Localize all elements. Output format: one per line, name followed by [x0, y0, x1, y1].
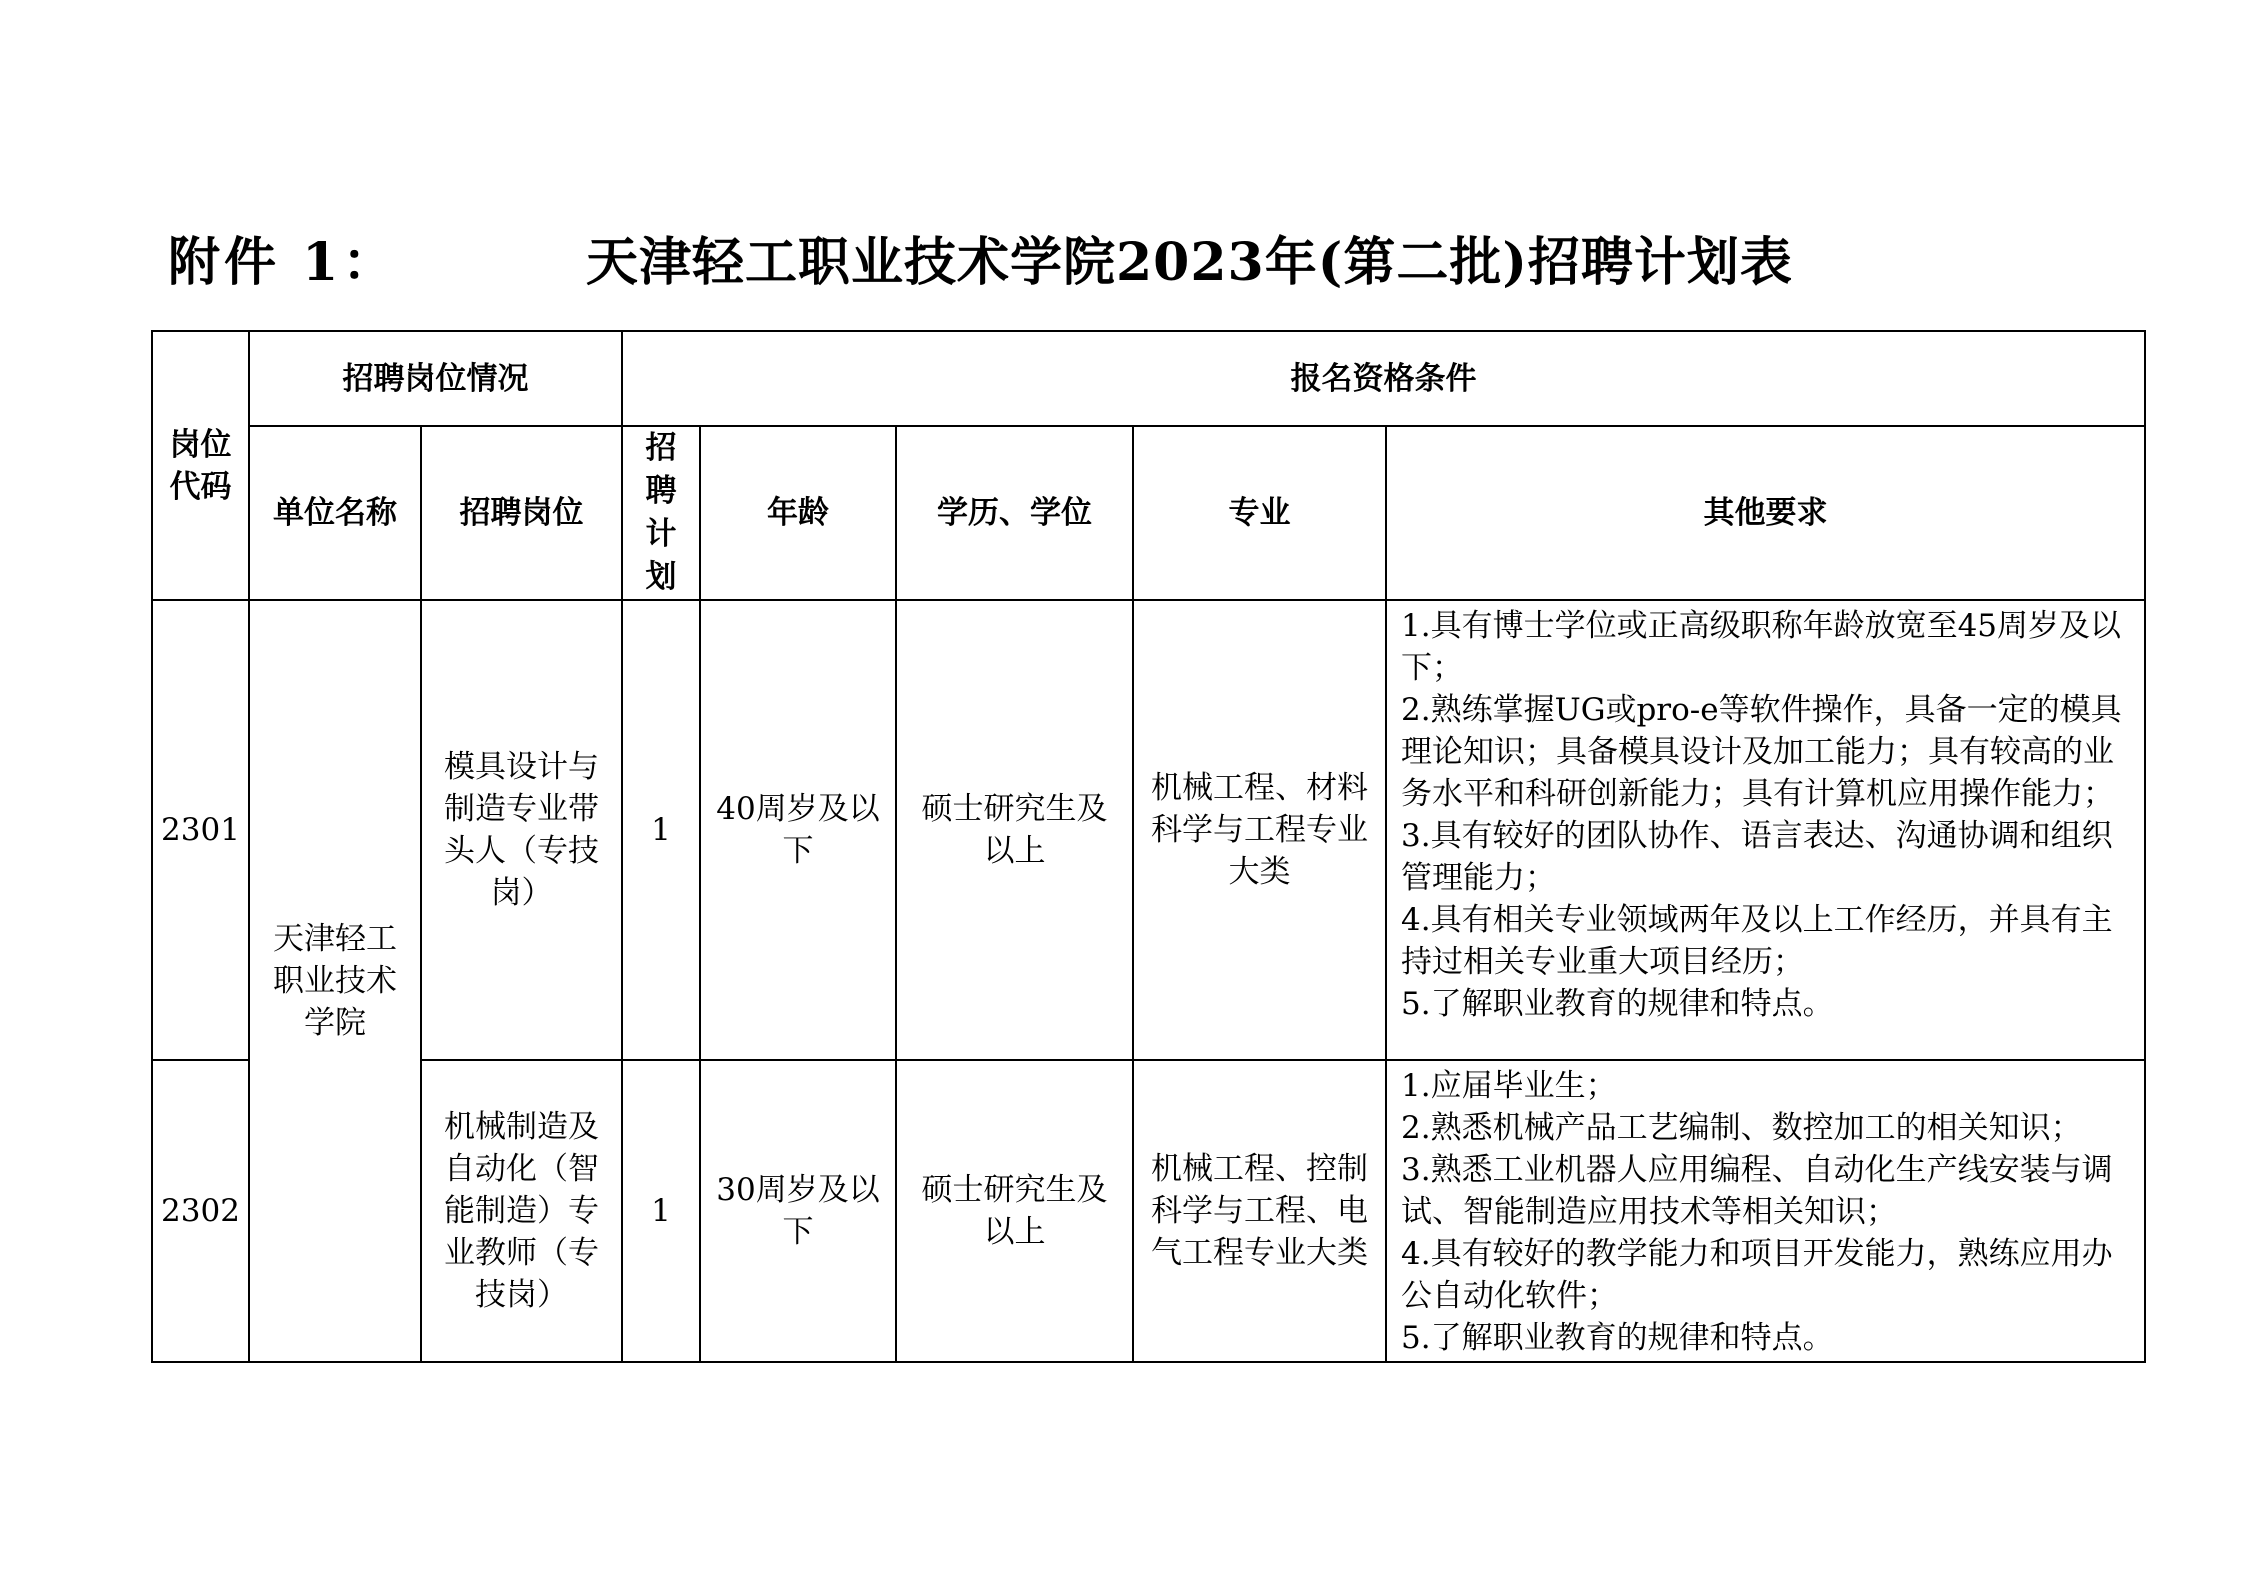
education-cell: 硕士研究生及以上 — [896, 1060, 1133, 1362]
recruit-info-header: 招聘岗位情况 — [249, 331, 622, 426]
requirement-item: 3.熟悉工业机器人应用编程、自动化生产线安装与调试、智能制造应用技术等相关知识； — [1401, 1152, 2113, 1230]
table-row — [152, 600, 2145, 1060]
plan-cell: 1 — [622, 600, 700, 1060]
recruitment-table — [151, 330, 2146, 1363]
major-header: 专业 — [1133, 426, 1386, 600]
requirement-item: 3.具有较好的团队协作、语言表达、沟通协调和组织管理能力； — [1401, 818, 2113, 896]
major-cell: 机械工程、材料科学与工程专业大类 — [1133, 600, 1386, 1060]
table-row — [152, 1060, 2145, 1362]
other-header: 其他要求 — [1386, 426, 2145, 600]
post-cell: 模具设计与制造专业带头人（专技岗） — [421, 600, 622, 1060]
other-requirements-cell — [1386, 600, 2145, 1060]
requirement-item: 4.具有相关专业领域两年及以上工作经历，并具有主持过相关专业重大项目经历； — [1401, 902, 2113, 980]
post-code-cell: 2302 — [152, 1060, 249, 1362]
requirement-item: 1.具有博士学位或正高级职称年龄放宽至45周岁及以下； — [1401, 608, 2122, 686]
qualifications-header: 报名资格条件 — [622, 331, 2145, 426]
unit-name-header: 单位名称 — [249, 426, 421, 600]
annex-label: 附件 1： — [168, 232, 399, 293]
requirement-item: 2.熟悉机械产品工艺编制、数控加工的相关知识； — [1401, 1110, 2082, 1146]
education-header: 学历、学位 — [896, 426, 1133, 600]
plan-header: 招聘计划 — [622, 426, 700, 600]
major-cell: 机械工程、控制科学与工程、电气工程专业大类 — [1133, 1060, 1386, 1362]
requirement-item: 5.了解职业教育的规律和特点。 — [1401, 1320, 1834, 1356]
age-cell: 40周岁及以下 — [700, 600, 896, 1060]
age-cell: 30周岁及以下 — [700, 1060, 896, 1362]
post-cell: 机械制造及自动化（智能制造）专业教师（专技岗） — [421, 1060, 622, 1362]
document-title: 天津轻工职业技术学院2023年(第二批)招聘计划表 — [586, 232, 1793, 293]
post-code-header: 岗位代码 — [152, 331, 249, 600]
requirement-item: 5.了解职业教育的规律和特点。 — [1401, 986, 1834, 1022]
education-cell: 硕士研究生及以上 — [896, 600, 1133, 1060]
requirement-item: 2.熟练掌握UG或pro-e等软件操作，具备一定的模具理论知识；具备模具设计及加工能力；具有较高的业务水平和科研创新能力；具有计算机应用操作能力； — [1401, 692, 2122, 812]
requirement-item: 1.应届毕业生； — [1401, 1068, 1617, 1104]
other-requirements-cell — [1386, 1060, 2145, 1362]
post-code-cell: 2301 — [152, 600, 249, 1060]
requirement-item: 4.具有较好的教学能力和项目开发能力，熟练应用办公自动化软件； — [1401, 1236, 2113, 1314]
age-header: 年龄 — [700, 426, 896, 600]
post-header: 招聘岗位 — [421, 426, 622, 600]
unit-name-cell: 天津轻工职业技术学院 — [249, 600, 421, 1362]
plan-cell: 1 — [622, 1060, 700, 1362]
title-row — [168, 220, 2128, 293]
